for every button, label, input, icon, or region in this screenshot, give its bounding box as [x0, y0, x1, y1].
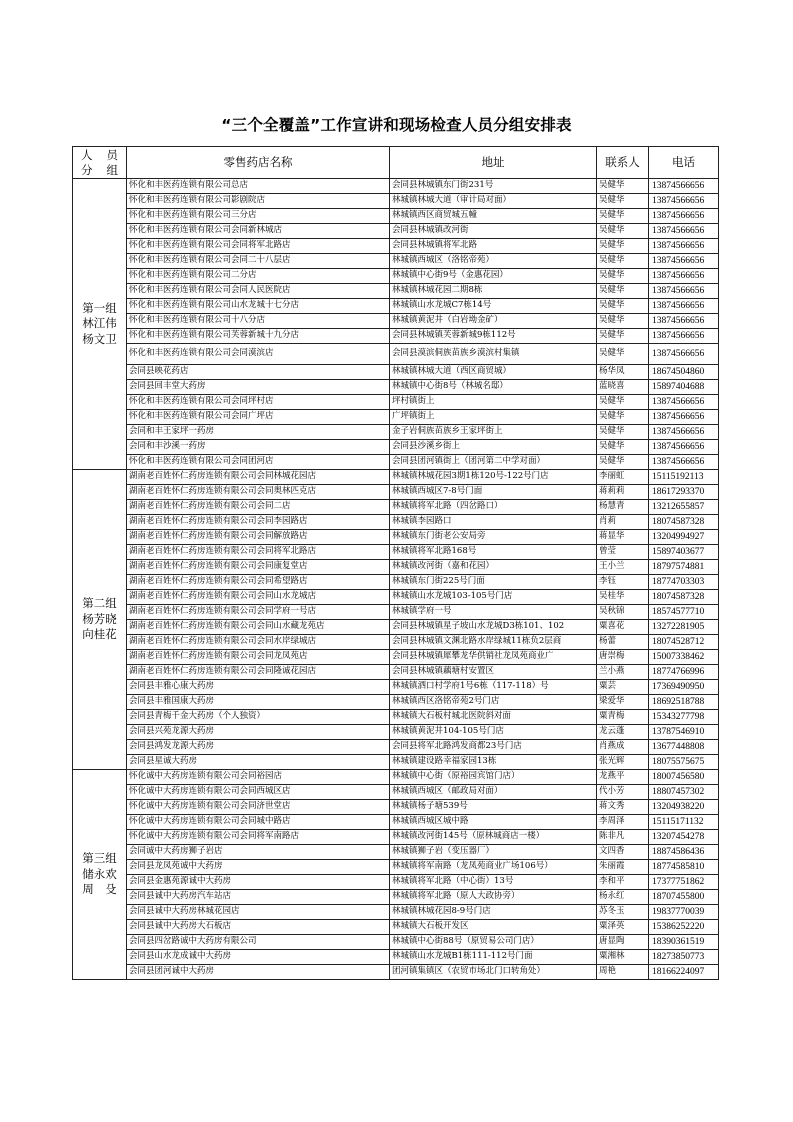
table-row	[73, 515, 719, 530]
store-name-cell: 会同县诚中大药房大石板店	[127, 920, 390, 935]
table-row	[73, 440, 719, 455]
store-name-cell: 怀化诚中大药房连锁有限公司会同城中路店	[127, 815, 390, 830]
contact-cell: 李钰	[597, 575, 649, 590]
store-name-cell: 会同县诚中大药房林城花园店	[127, 905, 390, 920]
contact-cell: 梁爱华	[597, 695, 649, 710]
address-cell: 林城镇林城大道（西区商贸城）	[390, 365, 597, 380]
address-cell: 林城镇林城花园二期8栋	[390, 284, 597, 299]
store-name-cell: 会同县四岔路诚中大药房有限公司	[127, 935, 390, 950]
phone-cell: 18807457302	[649, 785, 719, 800]
store-name-cell: 湖南老百姓怀仁药房连锁有限公司会同隆诚花园店	[127, 665, 390, 680]
store-name-cell: 湖南老百姓怀仁药房连锁有限公司会同康复堂店	[127, 560, 390, 575]
address-cell: 林城镇西城区（邮政局对面）	[390, 785, 597, 800]
phone-cell: 13207454278	[649, 830, 719, 845]
contact-cell: 王小兰	[597, 560, 649, 575]
address-cell: 林城镇中心街88号（原贸易公司门店）	[390, 935, 597, 950]
phone-cell: 15897403677	[649, 545, 719, 560]
table-row	[73, 755, 719, 770]
contact-cell: 陈非凡	[597, 830, 649, 845]
store-name-cell: 怀化和丰医药连锁有限公司会同漠滨店	[127, 344, 390, 365]
phone-cell: 18774703303	[649, 575, 719, 590]
address-cell: 林城镇大石板开发区	[390, 920, 597, 935]
store-name-cell: 怀化诚中大药房连锁有限公司会同济世堂店	[127, 800, 390, 815]
phone-cell: 18075575675	[649, 755, 719, 770]
phone-cell: 18774766996	[649, 665, 719, 680]
phone-cell: 18674504860	[649, 365, 719, 380]
store-name-cell: 怀化和丰医药连锁有限公司会同人民医院店	[127, 284, 390, 299]
phone-cell: 13874566656	[649, 194, 719, 209]
phone-cell: 18797574881	[649, 560, 719, 575]
store-name-cell: 湖南老百姓怀仁药房连锁有限公司会同二店	[127, 500, 390, 515]
group-label-line: 周 殳	[82, 882, 117, 897]
phone-cell: 13874566656	[649, 239, 719, 254]
contact-cell: 吴健华	[597, 284, 649, 299]
address-cell: 林城镇将军北路（原人大政协旁）	[390, 890, 597, 905]
address-cell: 会同县林城镇星子坡山水龙城D3栋101、102	[390, 620, 597, 635]
contact-cell: 杨永红	[597, 890, 649, 905]
phone-cell: 13787546910	[649, 725, 719, 740]
address-cell: 坪村镇街上	[390, 395, 597, 410]
store-name-cell: 怀化和丰医药连锁有限公司总店	[127, 179, 390, 194]
contact-cell: 吴秋锦	[597, 605, 649, 620]
store-name-cell: 湖南老百姓怀仁药房连锁有限公司会同李园路店	[127, 515, 390, 530]
store-name-cell: 湖南老百姓怀仁药房连锁有限公司会同林城花园店	[127, 470, 390, 485]
document-title: “三个全覆盖”工作宣讲和现场检查人员分组安排表	[221, 116, 572, 134]
table-row	[73, 845, 719, 860]
contact-cell: 粟泽英	[597, 920, 649, 935]
contact-cell: 龙燕平	[597, 770, 649, 785]
table-row	[73, 605, 719, 620]
group-label-line: 杨芳晓	[82, 611, 117, 626]
contact-cell: 唐显陶	[597, 935, 649, 950]
phone-cell: 18692518788	[649, 695, 719, 710]
phone-cell: 13874566656	[649, 209, 719, 224]
address-cell: 林城镇山水龙城103-105号门店	[390, 590, 597, 605]
store-name-cell: 怀化和丰医药连锁有限公司会同二十八层店	[127, 254, 390, 269]
contact-cell: 吴健华	[597, 209, 649, 224]
contact-cell: 朱丽霞	[597, 860, 649, 875]
contact-cell: 兰小燕	[597, 665, 649, 680]
phone-cell: 15115171132	[649, 815, 719, 830]
store-name-cell: 怀化和丰医药连锁有限公司会同将军北路店	[127, 239, 390, 254]
contact-cell: 张光辉	[597, 755, 649, 770]
address-cell: 林城镇西区商贸城五幢	[390, 209, 597, 224]
table-row	[73, 254, 719, 269]
phone-cell: 13204938220	[649, 800, 719, 815]
phone-cell: 13204994927	[649, 530, 719, 545]
header-row	[73, 147, 719, 179]
store-name-cell: 会同和丰王家坪一药房	[127, 425, 390, 440]
address-cell: 林城镇中心街8号（林城名邸）	[390, 380, 597, 395]
table-row	[73, 950, 719, 965]
store-name-cell: 怀化诚中大药房连锁有限公司会同将军南路店	[127, 830, 390, 845]
group-label-line: 第三组	[82, 851, 117, 866]
table-row	[73, 269, 719, 284]
store-name-cell: 会同县龙凤苑诚中大药房	[127, 860, 390, 875]
store-name-cell: 怀化和丰医药连锁有限公司芙蓉新城十九分店	[127, 329, 390, 344]
contact-cell: 苏冬玉	[597, 905, 649, 920]
address-cell: 林城镇将军南路（龙凤苑商业广场106号）	[390, 860, 597, 875]
phone-cell: 13677448808	[649, 740, 719, 755]
contact-cell: 吴健华	[597, 440, 649, 455]
contact-cell: 肖燕成	[597, 740, 649, 755]
contact-cell: 肖莉	[597, 515, 649, 530]
table-row	[73, 590, 719, 605]
phone-cell: 13874566656	[649, 425, 719, 440]
phone-cell: 18617293370	[649, 485, 719, 500]
phone-cell: 13874566656	[649, 224, 719, 239]
store-name-cell: 怀化和丰医药连锁有限公司影剧院店	[127, 194, 390, 209]
contact-cell: 曾莹	[597, 545, 649, 560]
table-row	[73, 344, 719, 365]
phone-cell: 15007338462	[649, 650, 719, 665]
table-row	[73, 530, 719, 545]
store-name-cell: 会同县兴苑龙源大药房	[127, 725, 390, 740]
address-cell: 林城镇黄泥井104-105号门店	[390, 725, 597, 740]
store-name-cell: 会同县映花药店	[127, 365, 390, 380]
group-label-line: 第一组	[82, 300, 117, 315]
contact-cell: 吴健华	[597, 194, 649, 209]
phone-cell: 13874566656	[649, 179, 719, 194]
store-name-cell: 湖南老百姓怀仁药房连锁有限公司会同山水龙城店	[127, 590, 390, 605]
address-cell: 林城镇李园路口	[390, 515, 597, 530]
table-row	[73, 224, 719, 239]
address-cell: 林城镇将军北路（四岔路口）	[390, 500, 597, 515]
contact-cell: 代小芳	[597, 785, 649, 800]
store-name-cell: 怀化和丰医药连锁有限公司会同团河店	[127, 455, 390, 470]
table-row	[73, 239, 719, 254]
contact-cell: 周艳	[597, 965, 649, 980]
address-cell: 林城镇改河街145号（原林城商店一楼）	[390, 830, 597, 845]
phone-cell: 15115192113	[649, 470, 719, 485]
header-phone: 电话	[649, 147, 719, 179]
table-row	[73, 500, 719, 515]
contact-cell: 蒋莉莉	[597, 485, 649, 500]
address-cell: 会同县漠滨侗族苗族乡漠滨村集镇	[390, 344, 597, 365]
table-row	[73, 650, 719, 665]
table-row	[73, 770, 719, 785]
table-row	[73, 365, 719, 380]
store-name-cell: 会同县金惠苑源诚中大药房	[127, 875, 390, 890]
phone-cell: 15897404688	[649, 380, 719, 395]
address-cell: 林城镇中心街（原裕园宾馆门店）	[390, 770, 597, 785]
phone-cell: 18074587328	[649, 515, 719, 530]
contact-cell: 吴健华	[597, 425, 649, 440]
store-name-cell: 会同县鸿发龙源大药房	[127, 740, 390, 755]
table-row	[73, 740, 719, 755]
table-row	[73, 860, 719, 875]
contact-cell: 粟青梅	[597, 710, 649, 725]
contact-cell: 吴桂华	[597, 590, 649, 605]
inspection-schedule-table	[72, 146, 719, 980]
store-name-cell: 会同县团河诚中大药房	[127, 965, 390, 980]
store-name-cell: 怀化和丰医药连锁有限公司会同坪村店	[127, 395, 390, 410]
store-name-cell: 湖南老百姓怀仁药房连锁有限公司会同将军北路店	[127, 545, 390, 560]
address-cell: 林城镇将军北路168号	[390, 545, 597, 560]
table-row	[73, 725, 719, 740]
phone-cell: 18774585810	[649, 860, 719, 875]
contact-cell: 粟喜花	[597, 620, 649, 635]
contact-cell: 粟芸	[597, 680, 649, 695]
store-name-cell: 会同县星诚大药房	[127, 755, 390, 770]
address-cell: 会同县林城镇芙蓉新城9栋112号	[390, 329, 597, 344]
address-cell: 会同县沙溪乡街上	[390, 440, 597, 455]
contact-cell: 吴健华	[597, 269, 649, 284]
phone-cell: 13874566656	[649, 344, 719, 365]
phone-cell: 13874566656	[649, 299, 719, 314]
table-row	[73, 455, 719, 470]
table-row	[73, 620, 719, 635]
store-name-cell: 会同县丰雅国康大药房	[127, 695, 390, 710]
phone-cell: 13874566656	[649, 314, 719, 329]
table-row	[73, 299, 719, 314]
table-row	[73, 935, 719, 950]
address-cell: 林城镇洒口村学府1号6栋（117-118）号	[390, 680, 597, 695]
table-row	[73, 695, 719, 710]
phone-cell: 15386252220	[649, 920, 719, 935]
contact-cell: 李丽虹	[597, 470, 649, 485]
group-label-line: 林江伟	[82, 316, 117, 331]
store-name-cell: 湖南老百姓怀仁药房连锁有限公司会同水岸绿城店	[127, 635, 390, 650]
phone-cell: 13874566656	[649, 284, 719, 299]
phone-cell: 13874566656	[649, 410, 719, 425]
store-name-cell: 湖南老百姓怀仁药房连锁有限公司会同奥林匹克店	[127, 485, 390, 500]
store-name-cell: 怀化诚中大药房连锁有限公司会同西城区店	[127, 785, 390, 800]
phone-cell: 18074528712	[649, 635, 719, 650]
table-row	[73, 830, 719, 845]
table-row	[73, 815, 719, 830]
store-name-cell: 怀化诚中大药房连锁有限公司会同裕园店	[127, 770, 390, 785]
phone-cell: 19837770039	[649, 905, 719, 920]
group-label-line: 储永欢	[82, 866, 117, 881]
header-store: 零售药店名称	[127, 147, 390, 179]
contact-cell: 文四香	[597, 845, 649, 860]
table-row	[73, 665, 719, 680]
store-name-cell: 怀化和丰医药连锁有限公司二分店	[127, 269, 390, 284]
contact-cell: 蓝晓喜	[597, 380, 649, 395]
table-row	[73, 425, 719, 440]
table-row	[73, 965, 719, 980]
address-cell: 林城镇大石板村城北医院斜对面	[390, 710, 597, 725]
store-name-cell: 怀化和丰医药连锁有限公司十八分店	[127, 314, 390, 329]
address-cell: 林城镇林城花园8-9号门店	[390, 905, 597, 920]
header-group-line: 人 员	[81, 148, 118, 163]
store-name-cell: 会同诚中大药房狮子岩店	[127, 845, 390, 860]
phone-cell: 13874566656	[649, 395, 719, 410]
phone-cell: 13212655857	[649, 500, 719, 515]
address-cell: 会同县林城镇藕塘村安置区	[390, 665, 597, 680]
address-cell: 林城镇西区洛铭帝苑2号门店	[390, 695, 597, 710]
address-cell: 林城镇林城花园3期1栋120号-122号门店	[390, 470, 597, 485]
contact-cell: 杨蕾	[597, 635, 649, 650]
table-row	[73, 785, 719, 800]
contact-cell: 唐崇梅	[597, 650, 649, 665]
address-cell: 林城镇西城区7-8号门面	[390, 485, 597, 500]
address-cell: 林城镇学府一号	[390, 605, 597, 620]
contact-cell: 吴健华	[597, 299, 649, 314]
phone-cell: 18574577710	[649, 605, 719, 620]
address-cell: 林城镇建设路幸福家园13栋	[390, 755, 597, 770]
phone-cell: 18707455800	[649, 890, 719, 905]
address-cell: 广坪镇街上	[390, 410, 597, 425]
address-cell: 会同县林城镇东门街231号	[390, 179, 597, 194]
contact-cell: 吴健华	[597, 224, 649, 239]
phone-cell: 13874566656	[649, 440, 719, 455]
phone-cell: 13874566656	[649, 329, 719, 344]
phone-cell: 17369490950	[649, 680, 719, 695]
store-name-cell: 会同县丰雅心康大药房	[127, 680, 390, 695]
group-label-cell	[73, 470, 127, 770]
address-cell: 林城镇山水龙城C7栋14号	[390, 299, 597, 314]
contact-cell: 李和平	[597, 875, 649, 890]
phone-cell: 13874566656	[649, 455, 719, 470]
table-row	[73, 380, 719, 395]
phone-cell: 18166224097	[649, 965, 719, 980]
address-cell: 林城镇西城区（洛铭帝苑）	[390, 254, 597, 269]
phone-cell: 18874586436	[649, 845, 719, 860]
store-name-cell: 会同县回丰堂大药房	[127, 380, 390, 395]
address-cell: 林城镇将军北路（中心街）13号	[390, 875, 597, 890]
phone-cell: 18007456580	[649, 770, 719, 785]
address-cell: 林城镇西城区城中路	[390, 815, 597, 830]
store-name-cell: 湖南老百姓怀仁药房连锁有限公司会同学府一号店	[127, 605, 390, 620]
table-row	[73, 710, 719, 725]
contact-cell: 吴健华	[597, 329, 649, 344]
phone-cell: 13874566656	[649, 269, 719, 284]
store-name-cell: 湖南老百姓怀仁药房连锁有限公司会同希望路店	[127, 575, 390, 590]
store-name-cell: 湖南老百姓怀仁药房连锁有限公司会同山水藏龙苑店	[127, 620, 390, 635]
table-row	[73, 560, 719, 575]
address-cell: 会同县林城镇犀攀龙华供销社龙凤苑商业广	[390, 650, 597, 665]
group-label-cell	[73, 179, 127, 470]
header-group-cell	[73, 147, 127, 179]
store-name-cell: 怀化和丰医药连锁有限公司三分店	[127, 209, 390, 224]
table-row	[73, 635, 719, 650]
table-row	[73, 485, 719, 500]
table-row	[73, 314, 719, 329]
store-name-cell: 怀化和丰医药连锁有限公司山水龙城十七分店	[127, 299, 390, 314]
contact-cell: 吴健华	[597, 344, 649, 365]
address-cell: 会同县将军北路鸿发商都23号门店	[390, 740, 597, 755]
table-row	[73, 575, 719, 590]
store-name-cell: 会同县山水龙成诚中大药房	[127, 950, 390, 965]
phone-cell: 18390361519	[649, 935, 719, 950]
group-label-cell	[73, 770, 127, 980]
header-contact: 联系人	[597, 147, 649, 179]
address-cell: 林城镇改河街（嘉和花园）	[390, 560, 597, 575]
phone-cell: 18074587328	[649, 590, 719, 605]
contact-cell: 吴健华	[597, 314, 649, 329]
phone-cell: 15343277798	[649, 710, 719, 725]
table-row	[73, 329, 719, 344]
group-label-line: 向桂花	[82, 627, 117, 642]
contact-cell: 吴健华	[597, 455, 649, 470]
contact-cell: 龙云蓬	[597, 725, 649, 740]
address-cell: 林城镇东门街225号门面	[390, 575, 597, 590]
address-cell: 团河镇集镇区（农贸市场北门口转角处）	[390, 965, 597, 980]
store-name-cell: 怀化和丰医药连锁有限公司会同广坪店	[127, 410, 390, 425]
header-address: 地址	[390, 147, 597, 179]
table-row	[73, 194, 719, 209]
phone-cell: 18273850773	[649, 950, 719, 965]
address-cell: 林城镇黄泥井（白岩坳金矿）	[390, 314, 597, 329]
address-cell: 会同县林城镇改河街	[390, 224, 597, 239]
table-row	[73, 875, 719, 890]
address-cell: 会同县林城镇将军北路	[390, 239, 597, 254]
table-row	[73, 410, 719, 425]
table-row	[73, 470, 719, 485]
contact-cell: 吴健华	[597, 179, 649, 194]
store-name-cell: 湖南老百姓怀仁药房连锁有限公司会同解放路店	[127, 530, 390, 545]
address-cell: 林城镇杨子塘539号	[390, 800, 597, 815]
phone-cell: 13272281905	[649, 620, 719, 635]
store-name-cell: 会同县诚中大药房汽车站店	[127, 890, 390, 905]
contact-cell: 杨华凤	[597, 365, 649, 380]
address-cell: 金子岩侗族苗族乡王家坪街上	[390, 425, 597, 440]
store-name-cell: 会同和丰沙溪一药房	[127, 440, 390, 455]
table-row	[73, 800, 719, 815]
table-row	[73, 890, 719, 905]
contact-cell: 粟湘林	[597, 950, 649, 965]
address-cell: 林城镇林城大道（审计局对面）	[390, 194, 597, 209]
store-name-cell: 怀化和丰医药连锁有限公司会同新林城店	[127, 224, 390, 239]
address-cell: 会同县团河镇街上（团河第二中学对面）	[390, 455, 597, 470]
address-cell: 林城镇中心街9号（金惠花园）	[390, 269, 597, 284]
group-label-line: 第二组	[82, 596, 117, 611]
table-row	[73, 680, 719, 695]
contact-cell: 杨慧青	[597, 500, 649, 515]
contact-cell: 李周泽	[597, 815, 649, 830]
group-label-line: 杨文卫	[82, 331, 117, 346]
phone-cell: 17377751862	[649, 875, 719, 890]
table-row	[73, 545, 719, 560]
contact-cell: 蒋文秀	[597, 800, 649, 815]
table-row	[73, 905, 719, 920]
header-group-line: 分 组	[81, 162, 118, 177]
phone-cell: 13874566656	[649, 254, 719, 269]
contact-cell: 蒋显华	[597, 530, 649, 545]
contact-cell: 吴健华	[597, 395, 649, 410]
store-name-cell: 会同县青梅千金大药房（个人独资）	[127, 710, 390, 725]
address-cell: 林城镇山水龙城B1栋111-112号门面	[390, 950, 597, 965]
contact-cell: 吴健华	[597, 239, 649, 254]
table-row	[73, 395, 719, 410]
table-row	[73, 209, 719, 224]
contact-cell: 吴健华	[597, 254, 649, 269]
table-row	[73, 284, 719, 299]
address-cell: 会同县林城镇文渊北路水岸绿城11栋负2层商	[390, 635, 597, 650]
table-row	[73, 179, 719, 194]
table-row	[73, 920, 719, 935]
address-cell: 林城镇狮子岩（变压器厂）	[390, 845, 597, 860]
store-name-cell: 湖南老百姓怀仁药房连锁有限公司会同龙凤苑店	[127, 650, 390, 665]
contact-cell: 吴健华	[597, 410, 649, 425]
address-cell: 林城镇东门街老公安局旁	[390, 530, 597, 545]
